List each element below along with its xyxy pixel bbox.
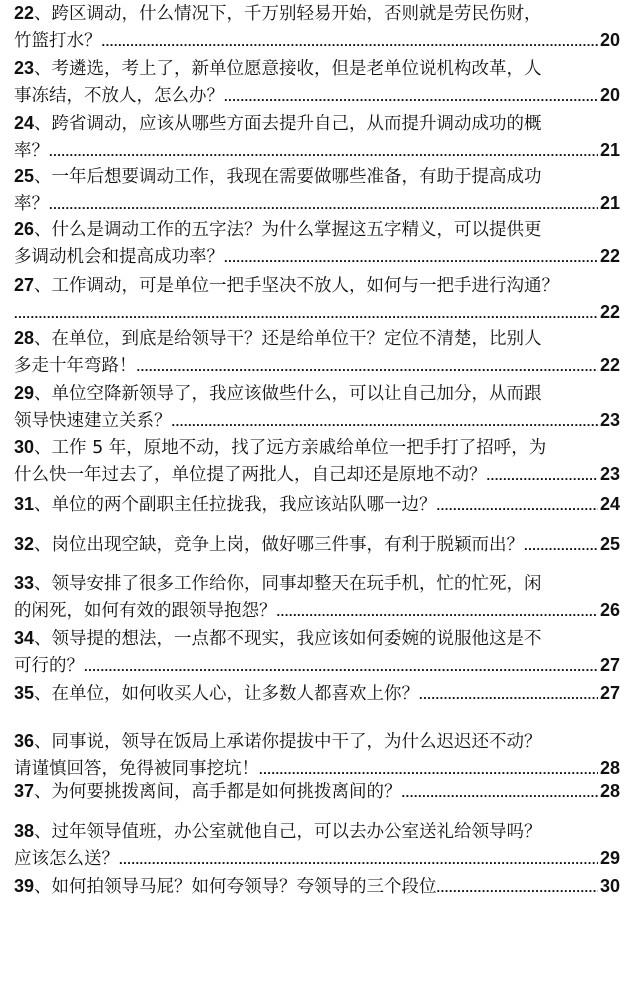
toc-entry-title-text: 、如何拍领导马屁？如何夸领导？夸领导的三个段位 bbox=[34, 877, 437, 897]
toc-entry-title: 、工作调动，可是单位一把手坚决不放人，如何与一把手进行沟通？ bbox=[34, 276, 560, 296]
toc-page-number: 24 bbox=[599, 494, 620, 514]
toc-entry-first-line bbox=[14, 325, 620, 352]
toc-entry-title: 、考遴选，考上了，新单位愿意接收，但是老单位说机构改革，人 bbox=[34, 59, 542, 79]
toc-entry-title-continued: 什么快一年过去了，单位提了两批人，自己却还是原地不动？ bbox=[14, 465, 487, 485]
toc-entry-last-line bbox=[14, 352, 620, 379]
toc-entry-number: 38 bbox=[14, 821, 35, 841]
toc-page-number: 21 bbox=[599, 140, 620, 160]
toc-page-number: 20 bbox=[599, 85, 620, 105]
toc-entry-last-line bbox=[14, 845, 620, 872]
toc-leader-dots bbox=[119, 846, 598, 873]
toc-leader-dots bbox=[49, 191, 598, 218]
toc-entry-first-line bbox=[14, 163, 620, 190]
toc-entry-number: 27 bbox=[14, 275, 35, 295]
toc-entry-number: 22 bbox=[14, 3, 35, 23]
toc-entry-title-continued: 应该怎么送？ bbox=[14, 849, 119, 869]
toc-entry[interactable] bbox=[14, 216, 620, 270]
toc-leader-dots bbox=[402, 779, 598, 806]
toc-entry-number: 30 bbox=[14, 437, 35, 457]
toc-entry-title-text: 、单位的两个副职主任拉拢我，我应该站队哪一边？ bbox=[34, 495, 437, 515]
toc-page-number: 21 bbox=[599, 193, 620, 213]
toc-leader-dots bbox=[419, 681, 598, 708]
toc-entry-title: 、跨省调动，应该从哪些方面去提升自己，从而提升调动成功的概 bbox=[34, 114, 542, 134]
toc-entry-title-continued: 率？ bbox=[14, 141, 49, 161]
toc-leader-dots bbox=[277, 598, 598, 625]
toc-entry-title bbox=[14, 680, 419, 708]
toc-entry-title: 、领导安排了很多工作给你，同事却整天在玩手机，忙的忙死，闲 bbox=[34, 574, 542, 594]
toc-entry[interactable] bbox=[14, 778, 620, 805]
toc-entry[interactable] bbox=[14, 680, 620, 707]
toc-entry-title: 、过年领导值班，办公室就他自己，可以去办公室送礼给领导吗？ bbox=[34, 822, 542, 842]
toc-page-number: 28 bbox=[599, 781, 620, 801]
toc-page-number: 29 bbox=[599, 848, 620, 868]
toc-entry-title bbox=[14, 778, 402, 806]
toc-entry-number: 34 bbox=[14, 628, 35, 648]
toc-entry[interactable] bbox=[14, 491, 620, 518]
toc-page-number: 22 bbox=[599, 302, 620, 322]
toc-entry-last-line bbox=[14, 491, 620, 518]
toc-entry-first-line bbox=[14, 216, 620, 243]
toc-entry-title-text: 、为何要挑拨离间，高手都是如何挑拨离间的？ bbox=[34, 782, 402, 802]
toc-entry[interactable] bbox=[14, 818, 620, 872]
toc-entry-title-continued: 竹篮打水？ bbox=[14, 31, 102, 51]
toc-entry-first-line bbox=[14, 625, 620, 652]
toc-entry-title: 、什么是调动工作的五字法？为什么掌握这五字精义，可以提供更 bbox=[34, 220, 542, 240]
toc-entry-last-line bbox=[14, 27, 620, 54]
toc-entry[interactable] bbox=[14, 325, 620, 379]
toc-entry-title-text: 、在单位，如何收买人心，让多数人都喜欢上你？ bbox=[34, 684, 420, 704]
toc-entry-number: 35 bbox=[14, 683, 35, 703]
toc-entry-number: 32 bbox=[14, 534, 35, 554]
toc-page-number: 22 bbox=[599, 246, 620, 266]
toc-entry-last-line bbox=[14, 243, 620, 270]
toc-entry-number: 25 bbox=[14, 166, 35, 186]
toc-entry-first-line bbox=[14, 272, 620, 299]
toc-leader-dots bbox=[84, 653, 598, 680]
toc-page-number: 23 bbox=[599, 464, 620, 484]
toc-page-number: 30 bbox=[599, 876, 620, 896]
toc-entry-first-line bbox=[14, 0, 620, 27]
toc-entry-first-line bbox=[14, 818, 620, 845]
toc-entry-first-line bbox=[14, 434, 620, 461]
toc-entry-first-line bbox=[14, 570, 620, 597]
toc-page-number: 25 bbox=[599, 534, 620, 554]
toc-entry[interactable] bbox=[14, 728, 620, 782]
toc-leader-dots bbox=[437, 874, 598, 901]
toc-entry-last-line bbox=[14, 137, 620, 164]
toc-entry[interactable] bbox=[14, 531, 620, 558]
toc-entry-title-text: 、岗位出现空缺，竞争上岗，做好哪三件事，有利于脱颖而出？ bbox=[34, 535, 525, 555]
toc-entry-title bbox=[14, 491, 437, 519]
toc-leader-dots bbox=[524, 532, 598, 559]
toc-entry-last-line bbox=[14, 299, 620, 326]
toc-entry-title-continued: 多走十年弯路！ bbox=[14, 356, 137, 376]
toc-entry[interactable] bbox=[14, 272, 620, 326]
toc-page-number: 28 bbox=[599, 758, 620, 778]
toc-entry[interactable] bbox=[14, 0, 620, 54]
toc-entry-number: 36 bbox=[14, 731, 35, 751]
toc-page-number: 22 bbox=[599, 355, 620, 375]
toc-page-number: 23 bbox=[599, 410, 620, 430]
toc-entry-first-line bbox=[14, 380, 620, 407]
toc-entry-last-line bbox=[14, 190, 620, 217]
toc-page-number: 26 bbox=[599, 600, 620, 620]
toc-leader-dots bbox=[14, 300, 598, 327]
toc-entry-number: 29 bbox=[14, 383, 35, 403]
toc-entry[interactable] bbox=[14, 434, 620, 488]
toc-entry-title: 、在单位，到底是给领导干？还是给单位干？定位不清楚，比别人 bbox=[34, 329, 542, 349]
toc-entry[interactable] bbox=[14, 873, 620, 900]
toc-entry-number: 33 bbox=[14, 573, 35, 593]
toc-entry-number: 39 bbox=[14, 876, 35, 896]
toc-entry-title: 、同事说，领导在饭局上承诺你提拔中干了，为什么迟迟还不动？ bbox=[34, 732, 542, 752]
toc-entry-last-line bbox=[14, 778, 620, 805]
toc-page-number: 27 bbox=[599, 683, 620, 703]
toc-entry-first-line bbox=[14, 55, 620, 82]
toc-leader-dots bbox=[102, 28, 598, 55]
toc-leader-dots bbox=[224, 83, 598, 110]
toc-entry-last-line bbox=[14, 461, 620, 488]
toc-entry-last-line bbox=[14, 531, 620, 558]
toc-entry-number: 24 bbox=[14, 113, 35, 133]
toc-entry-title bbox=[14, 531, 524, 559]
toc-entry-title-continued: 请谨慎回答，免得被同事挖坑！ bbox=[14, 759, 259, 779]
toc-entry-title: 、工作 5 年，原地不动，找了远方亲戚给单位一把手打了招呼，为 bbox=[34, 438, 547, 458]
toc-entry-number: 28 bbox=[14, 328, 35, 348]
toc-entry-title bbox=[14, 873, 437, 901]
toc-entry[interactable] bbox=[14, 380, 620, 434]
toc-entry-number: 37 bbox=[14, 781, 35, 801]
toc-page-number: 20 bbox=[599, 30, 620, 50]
toc-entry[interactable] bbox=[14, 570, 620, 624]
toc-leader-dots bbox=[224, 244, 598, 271]
toc-entry-last-line bbox=[14, 82, 620, 109]
toc-entry-title: 、跨区调动，什么情况下，千万别轻易开始，否则就是劳民伤财， bbox=[34, 4, 542, 24]
toc-entry-title-continued: 率？ bbox=[14, 194, 49, 214]
toc-entry[interactable] bbox=[14, 55, 620, 109]
toc-entry-title: 、单位空降新领导了，我应该做些什么，可以让自己加分，从而跟 bbox=[34, 384, 542, 404]
toc-page-number: 27 bbox=[599, 655, 620, 675]
toc-entry[interactable] bbox=[14, 163, 620, 217]
toc-entry-number: 31 bbox=[14, 494, 35, 514]
toc-leader-dots bbox=[137, 353, 598, 380]
toc-entry-title-continued: 的闲死，如何有效的跟领导抱怨？ bbox=[14, 601, 277, 621]
toc-entry-title: 、一年后想要调动工作，我现在需要做哪些准备，有助于提高成功 bbox=[34, 167, 542, 187]
toc-entry-title: 、领导提的想法，一点都不现实，我应该如何委婉的说服他这是不 bbox=[34, 629, 542, 649]
toc-leader-dots bbox=[487, 462, 598, 489]
toc-entry-last-line bbox=[14, 680, 620, 707]
toc-entry[interactable] bbox=[14, 110, 620, 164]
toc-entry-first-line bbox=[14, 728, 620, 755]
toc-entry-last-line bbox=[14, 652, 620, 679]
toc-entry-first-line bbox=[14, 110, 620, 137]
toc-entry-last-line bbox=[14, 597, 620, 624]
toc-leader-dots bbox=[437, 492, 598, 519]
toc-entry-title-continued: 可行的？ bbox=[14, 656, 84, 676]
toc-entry-last-line bbox=[14, 407, 620, 434]
toc-leader-dots bbox=[172, 408, 598, 435]
toc-entry[interactable] bbox=[14, 625, 620, 679]
toc-leader-dots bbox=[49, 138, 598, 165]
toc-entry-number: 23 bbox=[14, 58, 35, 78]
toc-entry-title-continued: 多调动机会和提高成功率？ bbox=[14, 247, 224, 267]
toc-entry-number: 26 bbox=[14, 219, 35, 239]
toc-entry-title-continued: 领导快速建立关系？ bbox=[14, 411, 172, 431]
toc-entry-last-line bbox=[14, 873, 620, 900]
toc-entry-title-continued: 事冻结，不放人，怎么办？ bbox=[14, 86, 224, 106]
